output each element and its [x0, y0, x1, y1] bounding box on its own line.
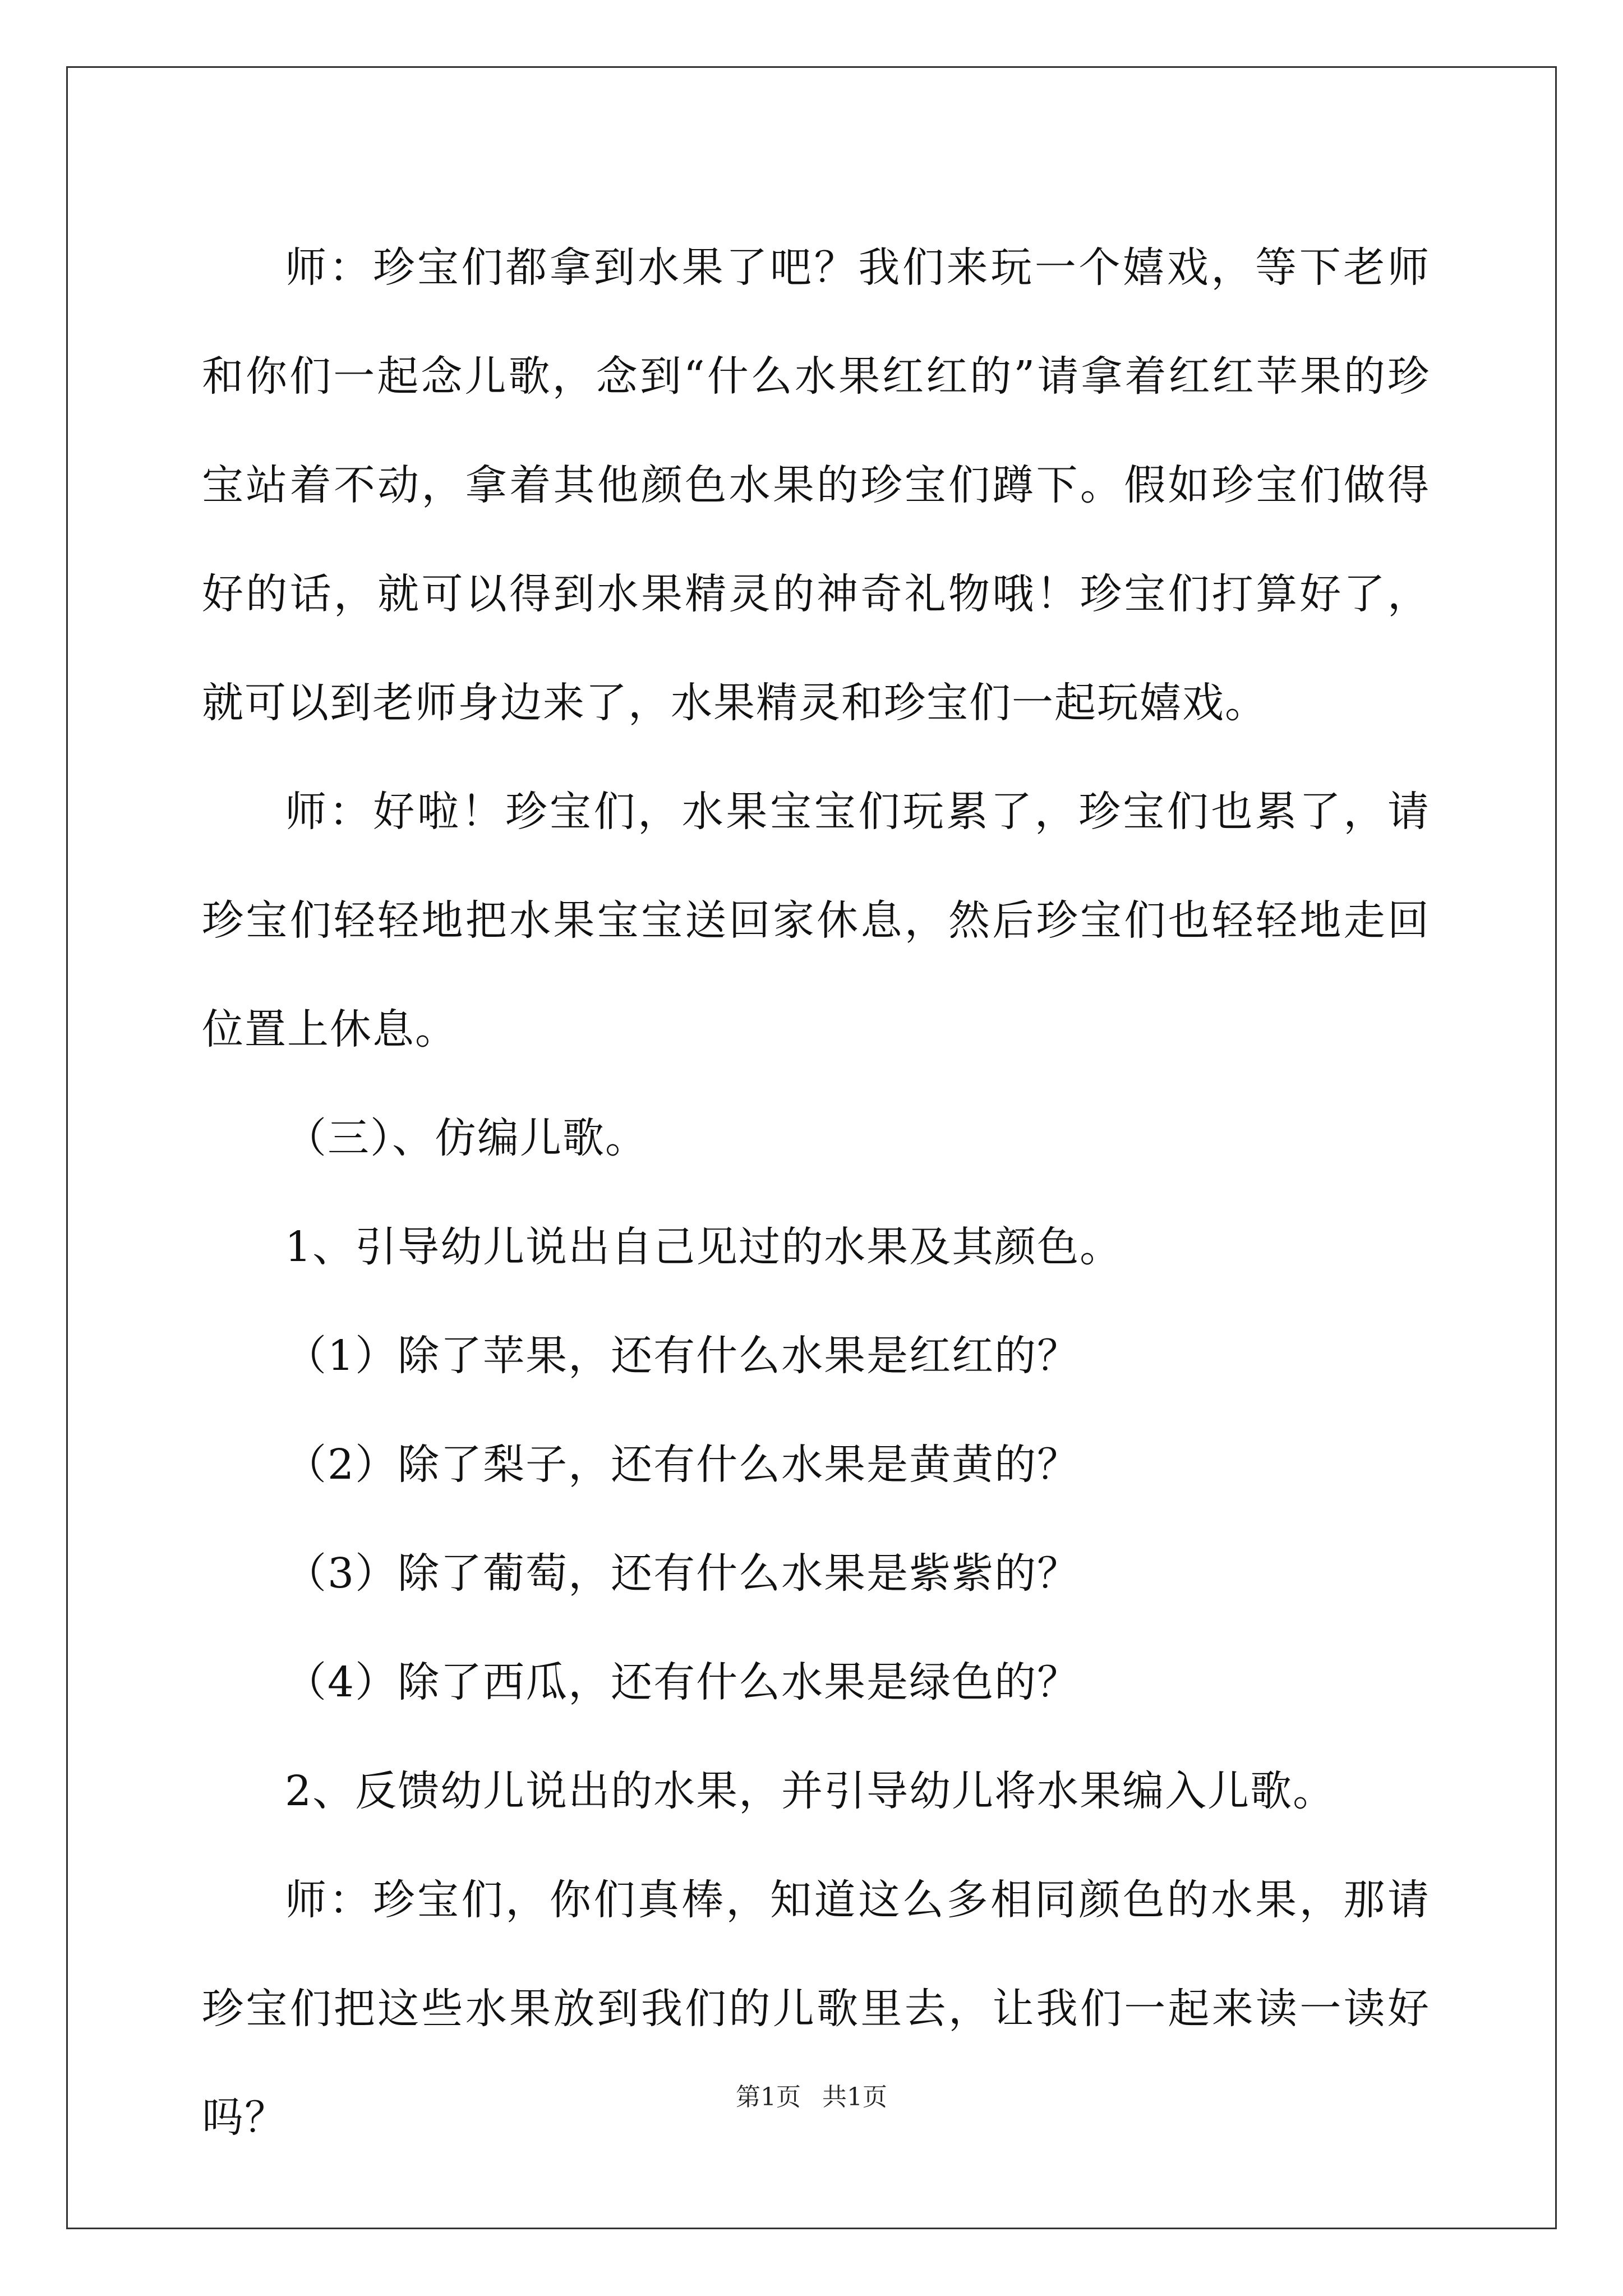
page-number: 第1页: [736, 2083, 801, 2111]
document-body: [202, 213, 1430, 2172]
question-2: （2）除了梨子，还有什么水果是黄黄的？: [285, 1441, 1080, 1489]
page-footer: [0, 2077, 1623, 2113]
paragraph-closing: 师：珍宝们，你们真棒，知道这么多相同颜色的水果，那请珍宝们把这些水果放到我们的儿歌里去，让我们一起来读一读好吗？: [202, 1876, 1430, 2142]
paragraph-rest: 师：好啦！珍宝们，水果宝宝们玩累了，珍宝们也累了，请珍宝们轻轻地把水果宝宝送回家休息，然后珍宝们也轻轻地走回位置上休息。: [202, 788, 1430, 1053]
question-3: （3）除了葡萄，还有什么水果是紫紫的？: [285, 1549, 1080, 1598]
step-1: 1、引导幼儿说出自己见过的水果及其颜色。: [285, 1223, 1123, 1271]
page-total: 共1页: [822, 2083, 887, 2111]
paragraph-game-instructions: 师：珍宝们都拿到水果了吧？我们来玩一个嬉戏，等下老师和你们一起念儿歌，念到“什么水果红红的”请拿着红红苹果的珍宝站着不动，拿着其他颜色水果的珍宝们蹲下。假如珍宝们做得好的话，就可以得到水果精灵的神奇礼物哦！珍宝们打算好了，就可以到老师身边来了，水果精灵和珍宝们一起玩嬉戏。: [202, 243, 1430, 727]
section-heading-3: （三）、仿编儿歌。: [285, 1114, 648, 1162]
question-1: （1）除了苹果，还有什么水果是红红的？: [285, 1332, 1080, 1380]
step-2: 2、反馈幼儿说出的水果，并引导幼儿将水果编入儿歌。: [285, 1767, 1336, 1815]
question-4: （4）除了西瓜，还有什么水果是绿色的？: [285, 1658, 1080, 1706]
